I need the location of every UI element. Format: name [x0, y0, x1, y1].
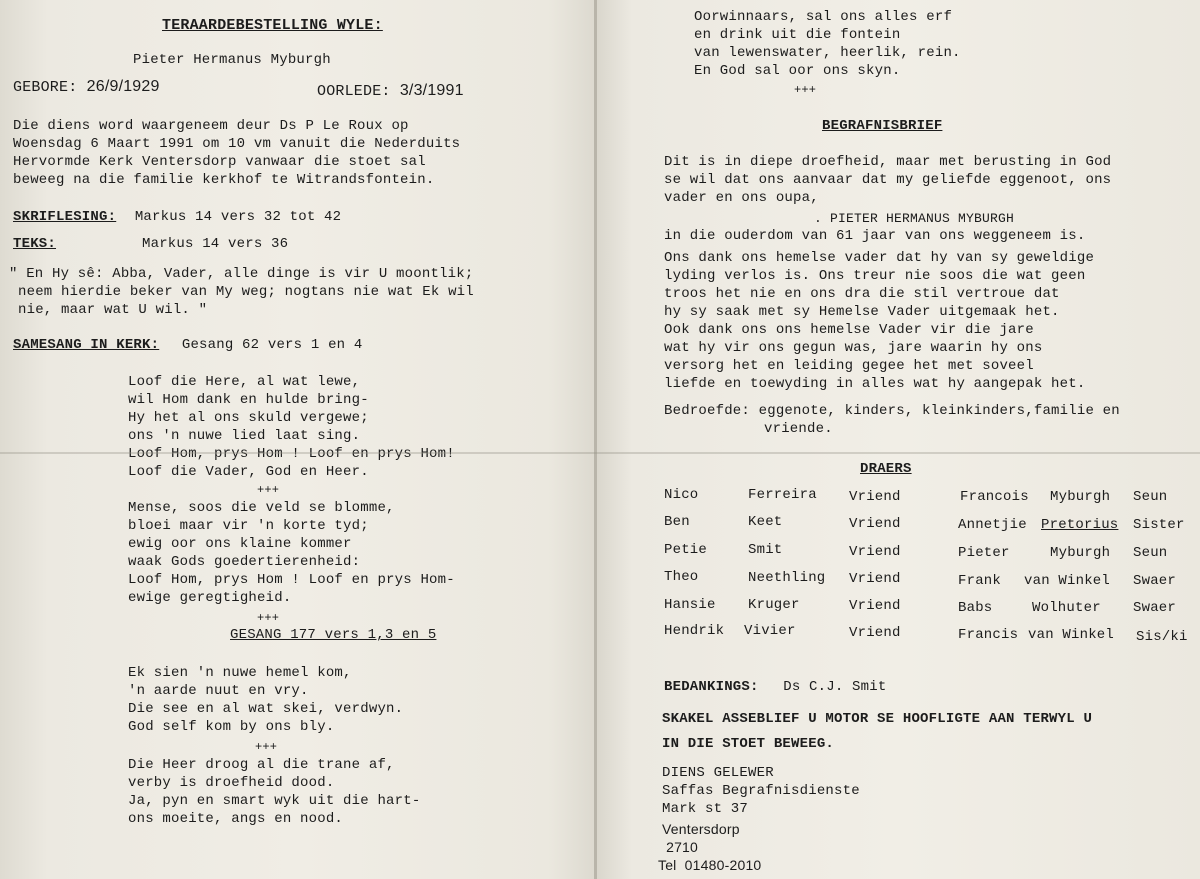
birth-date: GEBORE: 26/9/1929 — [13, 78, 160, 96]
hymn2-v3-line: Ja, pyn en smart wyk uit die hart- — [128, 793, 421, 809]
quote-line-2: neem hierdie beker van My weg; nogtans nie wat Ek wil — [18, 284, 474, 300]
provider-line: Ventersdorp — [662, 821, 740, 837]
bearer-relation: Seun — [1133, 545, 1168, 561]
letter-body-line: liefde en toewyding in alles wat hy aangepak het. — [664, 376, 1086, 392]
death-date: OORLEDE: 3/3/1991 — [317, 82, 464, 100]
bearer-relation: Vriend — [849, 571, 901, 587]
bearer-first: Hansie — [664, 597, 716, 613]
letter-body-line: troos het nie en ons dra die stil vertroue dat — [664, 286, 1060, 302]
mourners-line-2: vriende. — [764, 421, 833, 437]
hymn1-v1-line: Loof die Here, al wat lewe, — [128, 374, 361, 390]
bearer-last: van Winkel — [1024, 573, 1111, 589]
separator: +++ — [794, 83, 817, 97]
bearer-last: Vivier — [744, 623, 796, 639]
bearer-first: Ben — [664, 514, 690, 530]
hymn1-v1-line: Hy het al ons skuld vergewe; — [128, 410, 369, 426]
bearer-first: Pieter — [958, 545, 1010, 561]
letter-intro-line: vader en ons oupa, — [664, 190, 819, 206]
bearer-first: Francois — [960, 489, 1029, 505]
notice-line-1: SKAKEL ASSEBLIEF U MOTOR SE HOOFLIGTE AAN TERWYL U — [662, 711, 1093, 727]
letter-intro-line: Dit is in diepe droefheid, maar met berusting in God — [664, 154, 1112, 170]
separator: +++ — [255, 740, 278, 754]
separator: +++ — [257, 611, 280, 625]
deceased-name: Pieter Hermanus Myburgh — [133, 52, 331, 68]
hymn2-title: GESANG 177 vers 1,3 en 5 — [230, 627, 437, 643]
hymn2-v3-line: verby is droefheid dood. — [128, 775, 335, 791]
bearer-first: Petie — [664, 542, 708, 558]
letter-body-line: Ons dank ons hemelse vader dat hy van sy geweldige — [664, 250, 1095, 266]
bearer-last: Myburgh — [1050, 489, 1111, 505]
left-page — [0, 0, 596, 879]
separator: +++ — [257, 483, 280, 497]
hymn2-v1-line: God self kom by ons bly. — [128, 719, 335, 735]
bearer-relation: Vriend — [849, 625, 901, 641]
letter-title: BEGRAFNISBRIEF — [822, 118, 943, 134]
quote-line-3: nie, maar wat U wil. " — [18, 302, 208, 318]
bearer-relation: Sis/ki — [1136, 629, 1188, 645]
provider-line: Mark st 37 — [662, 801, 749, 817]
hymn1-v4-line: Loof Hom, prys Hom ! Loof en prys Hom- — [128, 572, 455, 588]
provider-line: DIENS GELEWER — [662, 765, 774, 781]
hymn1-v1-line: Loof die Vader, God en Heer. — [128, 464, 369, 480]
provider-phone: Tel 01480-2010 — [658, 857, 762, 873]
service-line-4: beweeg na die familie kerkhof te Witrandsfontein. — [13, 172, 435, 188]
hymn1-v1-line: ons 'n nuwe lied laat sing. — [128, 428, 361, 444]
hymn2-v1-line: 'n aarde nuut en vry. — [128, 683, 309, 699]
letter-body-line: hy sy saak met sy Hemelse Vader uitgemaak het. — [664, 304, 1060, 320]
mourners-line-1: Bedroefde: eggenote, kinders, kleinkinders,familie en — [664, 403, 1120, 419]
bearer-relation: Vriend — [849, 598, 901, 614]
hymn1-v1-line: Loof Hom, prys Hom ! Loof en prys Hom! — [128, 446, 455, 462]
hymn1-v4-line: ewige geregtigheid. — [128, 590, 292, 606]
hymn1-v4-line: waak Gods goedertierenheid: — [128, 554, 361, 570]
funeral-title: TERAARDEBESTELLING WYLE: — [162, 17, 383, 34]
bearer-first: Hendrik — [664, 623, 725, 639]
hymn-cont-line: van lewenswater, heerlik, rein. — [694, 45, 961, 61]
hymn2-v1-line: Die see en al wat skei, verdwyn. — [128, 701, 404, 717]
letter-body-line: wat hy vir ons gegun was, jare waarin hy ons — [664, 340, 1043, 356]
bearer-first: Babs — [958, 600, 993, 616]
provider-line: 2710 — [662, 839, 699, 855]
bearer-relation: Vriend — [849, 489, 901, 505]
bearer-last: Kruger — [748, 597, 800, 613]
sermon-text: TEKS: — [13, 236, 57, 252]
service-line-1: Die diens word waargeneem deur Ds P Le Roux op — [13, 118, 409, 134]
bearer-relation: Vriend — [849, 516, 901, 532]
hymn2-v3-line: ons moeite, angs en nood. — [128, 811, 344, 827]
letter-age: in die ouderdom van 61 jaar van ons weggeneem is. — [664, 228, 1086, 244]
scripture-reading: SKRIFLESING: Markus 14 vers 32 tot 42 — [13, 209, 342, 225]
bearer-relation: Sister — [1133, 517, 1185, 533]
bearer-first: Annetjie — [958, 517, 1027, 533]
hymn1-v4-line: Mense, soos die veld se blomme, — [128, 500, 395, 516]
bearer-relation: Swaer — [1133, 600, 1177, 616]
bearer-last: Wolhuter — [1032, 600, 1101, 616]
bearer-last: van Winkel — [1028, 627, 1115, 643]
bearer-relation: Vriend — [849, 544, 901, 560]
bearer-first: Francis — [958, 627, 1019, 643]
bearers-title: DRAERS — [860, 461, 912, 477]
bearer-last: Ferreira — [748, 487, 817, 503]
letter-body-line: versorg het en leiding gegee het met soveel — [664, 358, 1034, 374]
page-crease — [0, 452, 1200, 454]
bearer-last: Pretorius — [1041, 517, 1119, 533]
letter-body-line: Ook dank ons ons hemelse Vader vir die jare — [664, 322, 1034, 338]
bearer-last: Smit — [748, 542, 783, 558]
church-singing: SAMESANG IN KERK: Gesang 62 vers 1 en 4 — [13, 337, 363, 353]
hymn1-v4-line: ewig oor ons klaine kommer — [128, 536, 352, 552]
hymn-cont-line: Oorwinnaars, sal ons alles erf — [694, 9, 953, 25]
page-fold — [594, 0, 597, 879]
provider-line: Saffas Begrafnisdienste — [662, 783, 860, 799]
hymn1-v4-line: bloei maar vir 'n korte tyd; — [128, 518, 369, 534]
bearer-first: Nico — [664, 487, 699, 503]
sermon-text-ref: Markus 14 vers 36 — [142, 236, 289, 252]
letter-body-line: lyding verlos is. Ons treur nie soos die wat geen — [664, 268, 1086, 284]
quote-line-1: " En Hy sê: Abba, Vader, alle dinge is vir U moontlik; — [9, 266, 474, 282]
bearer-relation: Seun — [1133, 489, 1168, 505]
hymn2-v1-line: Ek sien 'n nuwe hemel kom, — [128, 665, 352, 681]
bearer-last: Myburgh — [1050, 545, 1111, 561]
notice-line-2: IN DIE STOET BEWEEG. — [662, 736, 835, 752]
letter-name: . PIETER HERMANUS MYBURGH — [814, 211, 1015, 226]
service-line-3: Hervormde Kerk Ventersdorp vanwaar die stoet sal — [13, 154, 426, 170]
thanks: BEDANKINGS: Ds C.J. Smit — [664, 679, 887, 695]
service-line-2: Woensdag 6 Maart 1991 om 10 vm vanuit die Nederduits — [13, 136, 461, 152]
bearer-last: Keet — [748, 514, 783, 530]
hymn-cont-line: En God sal oor ons skyn. — [694, 63, 901, 79]
hymn-cont-line: en drink uit die fontein — [694, 27, 901, 43]
right-page — [596, 0, 1200, 879]
bearer-relation: Swaer — [1133, 573, 1177, 589]
hymn2-v3-line: Die Heer droog al die trane af, — [128, 757, 395, 773]
letter-intro-line: se wil dat ons aanvaar dat my geliefde eggenoot, ons — [664, 172, 1112, 188]
bearer-first: Theo — [664, 569, 699, 585]
bearer-last: Neethling — [748, 570, 826, 586]
bearer-first: Frank — [958, 573, 1002, 589]
hymn1-v1-line: wil Hom dank en hulde bring- — [128, 392, 369, 408]
